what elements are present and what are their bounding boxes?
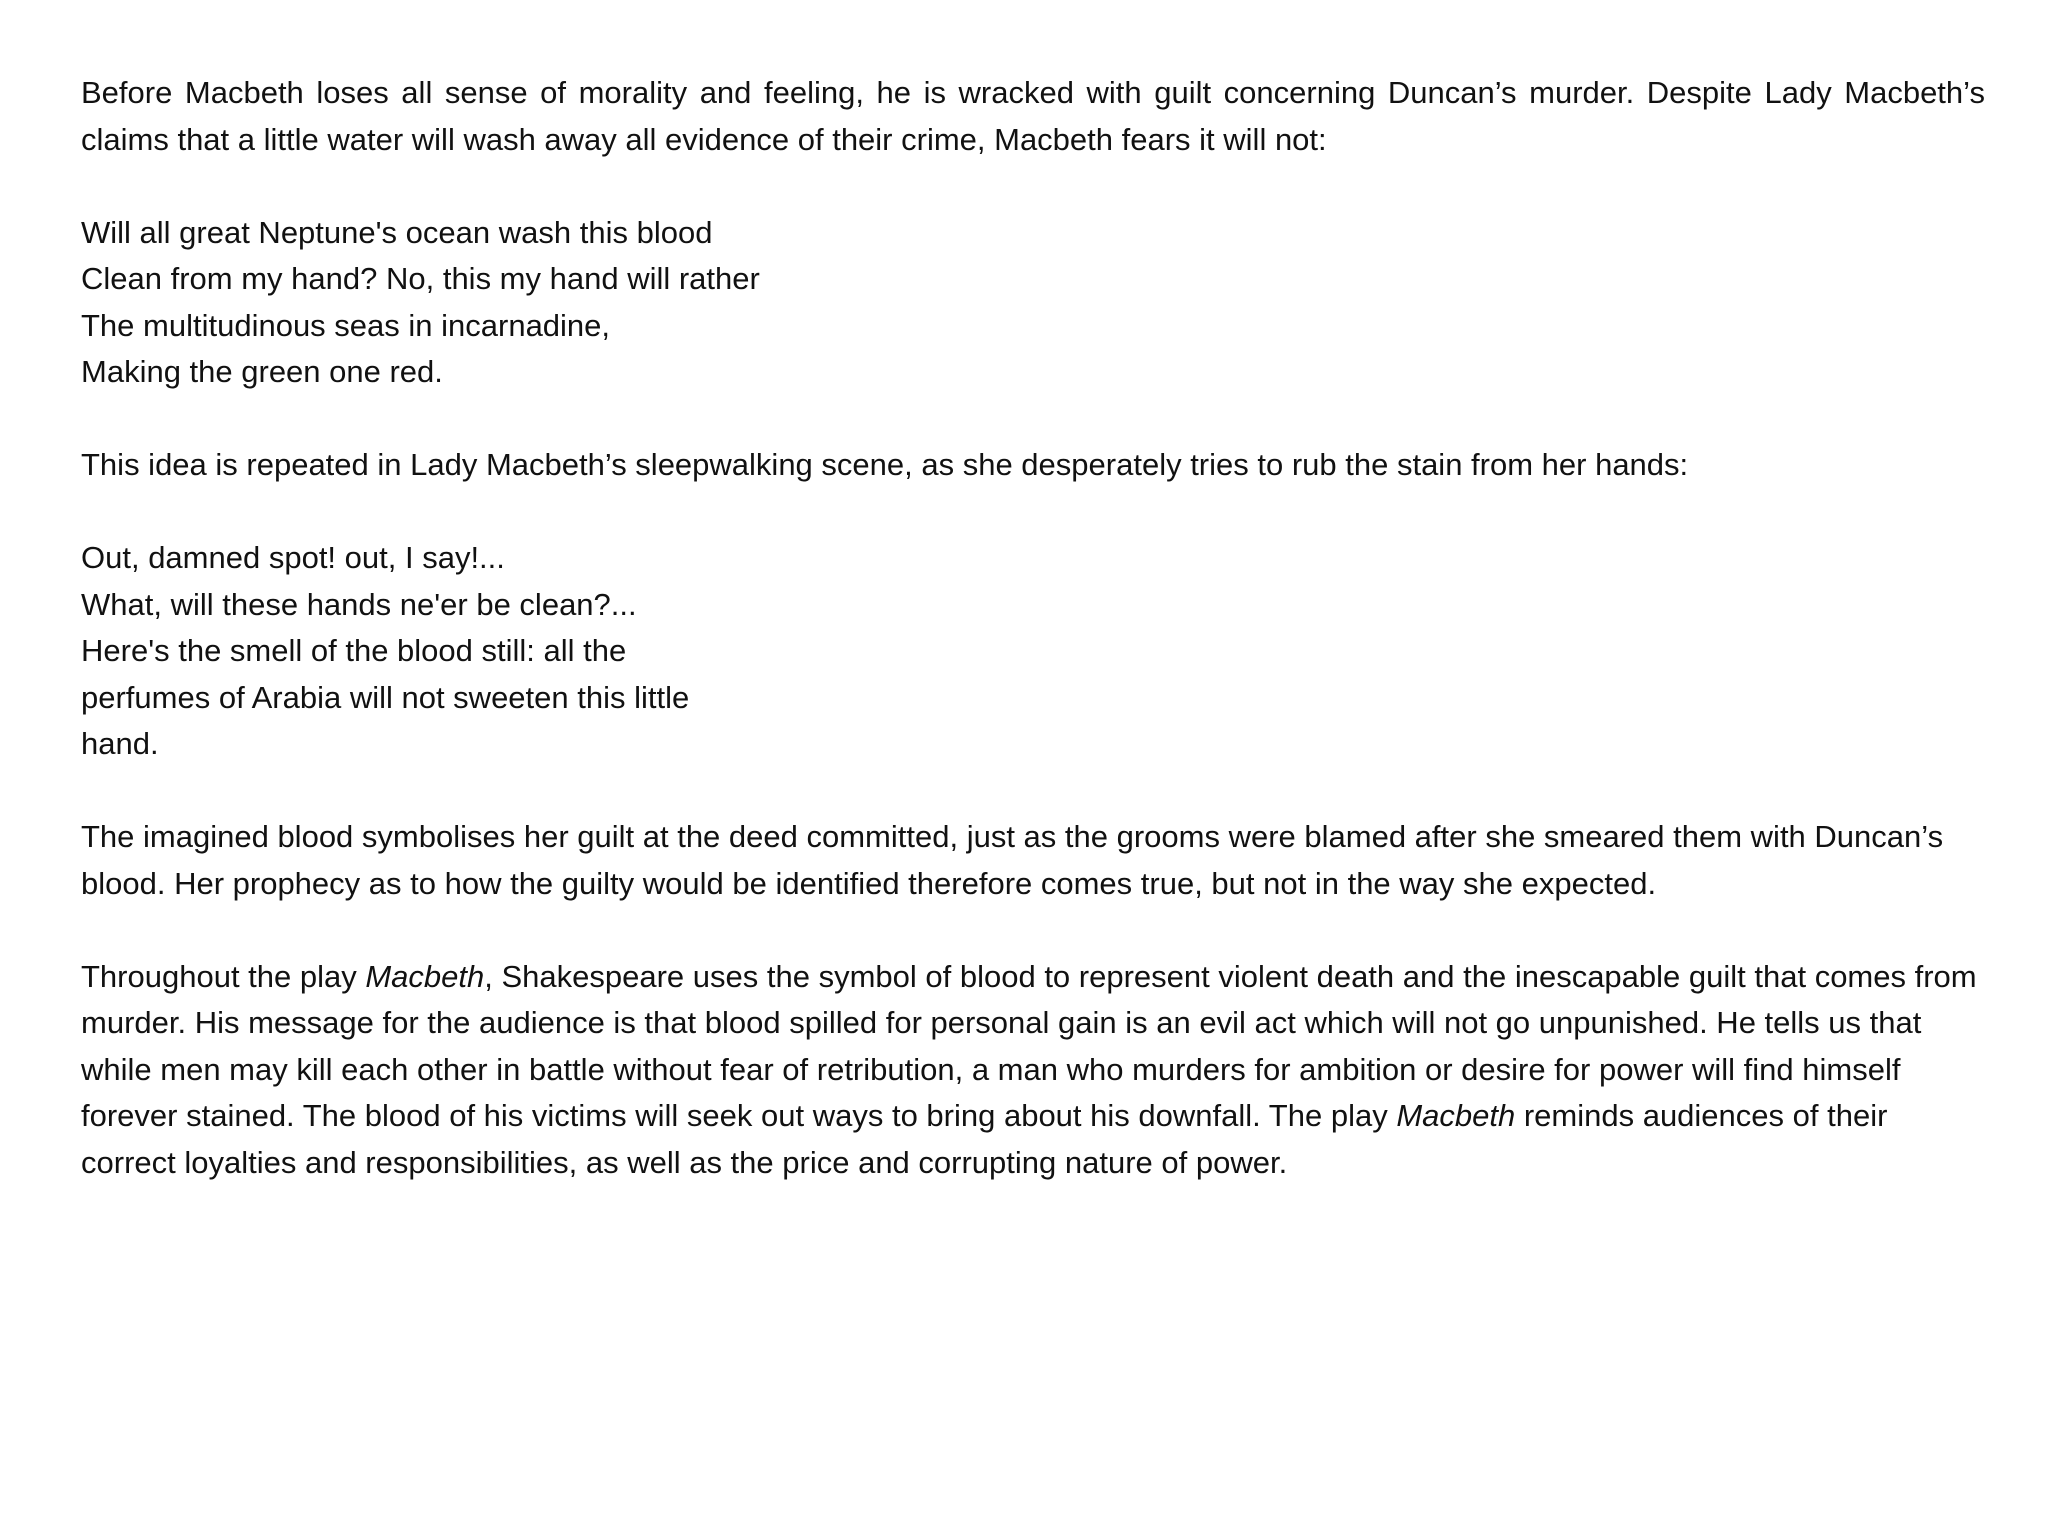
quote-line: Making the green one red. [81, 354, 443, 389]
conclusion-text: , Shakespeare uses the symbol of blood to represent violent death and the inescapable guilt that comes from murder. His message for the audience is that blood spilled for personal gain is an evil act which will not go unpunished. He tells us that while men may kill each other in battle without fear of retribution, a man who murders for ambition or desire for power will find himself forever stained. The blood of his victims will seek out ways to bring about his downfall. The play [81, 958, 1977, 1133]
damned-spot-quote [81, 535, 1985, 768]
quote-line: hand. [81, 726, 159, 761]
play-title: Macbeth [1396, 1098, 1516, 1133]
conclusion-text: Throughout the play [81, 958, 366, 994]
quote-line: Will all great Neptune's ocean wash this blood [81, 214, 713, 250]
quote-line: Out, damned spot! out, I say!... [81, 540, 505, 575]
play-title: Macbeth [365, 958, 485, 994]
document-page [81, 70, 1985, 1233]
quote-line: What, will these hands ne'er be clean?... [81, 586, 637, 622]
conclusion-paragraph [81, 954, 1985, 1187]
quote-line: perfumes of Arabia will not sweeten this little [81, 679, 690, 715]
neptune-quote [81, 210, 1985, 396]
imagined-blood-paragraph: The imagined blood symbolises her guilt at the deed committed, just as the grooms were blamed after she smeared them with Duncan’s blood. Her prophecy as to how the guilty would be identified therefore comes true, but not in the way she expected. [81, 819, 1944, 901]
quote-line: Clean from my hand? No, this my hand will rather [81, 261, 760, 296]
intro-paragraph: Before Macbeth loses all sense of morality and feeling, he is wracked with guilt concerning Duncan’s murder. Despite Lady Macbeth’s claims that a little water will wash away all evidence of their crime, Macbeth fears it will not: [81, 75, 1985, 157]
quote-line: The multitudinous seas in incarnadine, [81, 307, 611, 343]
conclusion-text: reminds audiences of their correct loyalties and responsibilities, as well as the price and corrupting nature of power. [81, 1098, 1888, 1180]
quote-line: Here's the smell of the blood still: all the [81, 633, 627, 668]
sleepwalking-paragraph: This idea is repeated in Lady Macbeth’s sleepwalking scene, as she desperately tries to rub the stain from her hands: [81, 447, 1689, 482]
